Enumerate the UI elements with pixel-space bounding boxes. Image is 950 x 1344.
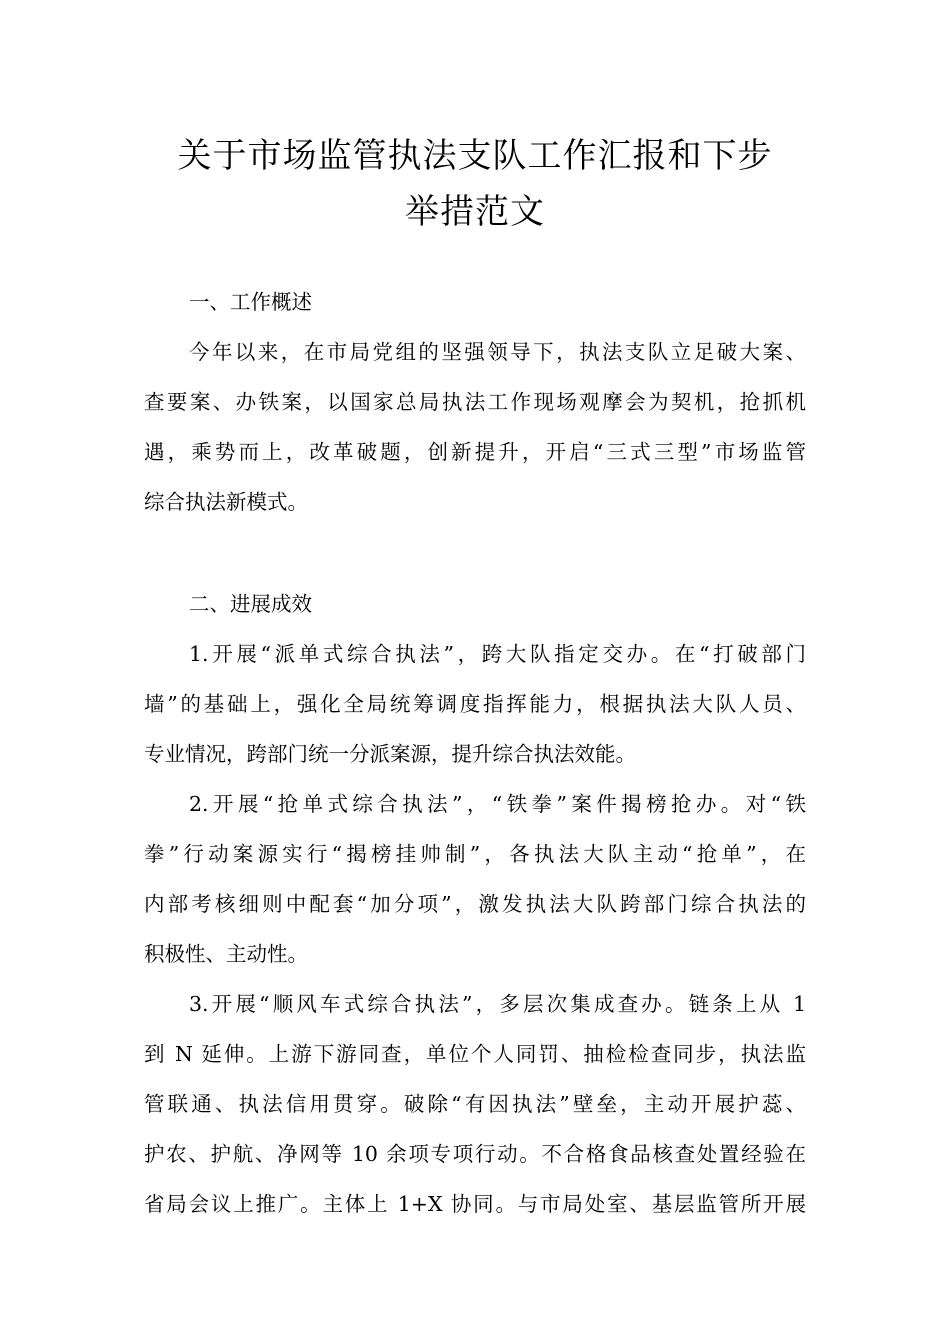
paragraph-line: 护农、护航、净网等 10 余项专项行动。不合格食品核查处置经验在 [144, 1142, 806, 1166]
section-spacer [144, 527, 806, 579]
paragraph-line: 内部考核细则中配套“加分项”，激发执法大队跨部门综合执法的 [144, 892, 806, 916]
paragraph-line: 省局会议上推广。主体上 1+X 协同。与市局处室、基层监管所开展 [144, 1192, 806, 1216]
paragraph-line: 3.开展“顺风车式综合执法”，多层次集成查办。链条上从 1 [189, 992, 806, 1016]
section-heading-overview: 一、工作概述 [189, 290, 312, 314]
paragraph-line: 到 N 延伸。上游下游同查，单位个人同罚、抽检检查同步，执法监 [144, 1042, 806, 1066]
paragraph-line: 专业情况，跨部门统一分派案源，提升综合执法效能。 [144, 742, 636, 766]
paragraph-line: 拳”行动案源实行“揭榜挂帅制”，各执法大队主动“抢单”，在 [144, 842, 806, 866]
paragraph-line: 2.开展“抢单式综合执法”，“铁拳”案件揭榜抢办。对“铁 [189, 792, 806, 816]
title-line-2: 举措范文 [405, 192, 545, 232]
paragraph-line: 积极性、主动性。 [144, 942, 308, 966]
paragraph-line: 查要案、办铁案，以国家总局执法工作现场观摩会为契机，抢抓机 [144, 390, 806, 414]
section-heading-progress: 二、进展成效 [189, 592, 312, 616]
paragraph-line: 遇，乘势而上，改革破题，创新提升，开启“三式三型”市场监管 [144, 440, 806, 464]
title-line-1: 关于市场监管执法支队工作汇报和下步 [177, 136, 773, 176]
document-title [100, 128, 850, 240]
paragraph-line: 1.开展“派单式综合执法”，跨大队指定交办。在“打破部门 [189, 642, 806, 666]
document-body [144, 277, 806, 1229]
paragraph-line: 今年以来，在市局党组的坚强领导下，执法支队立足破大案、 [189, 340, 806, 364]
paragraph-line: 管联通、执法信用贯穿。破除“有因执法”壁垒，主动开展护蕊、 [144, 1092, 806, 1116]
paragraph-line: 墙”的基础上，强化全局统筹调度指挥能力，根据执法大队人员、 [144, 692, 806, 716]
paragraph-line: 综合执法新模式。 [144, 490, 308, 514]
